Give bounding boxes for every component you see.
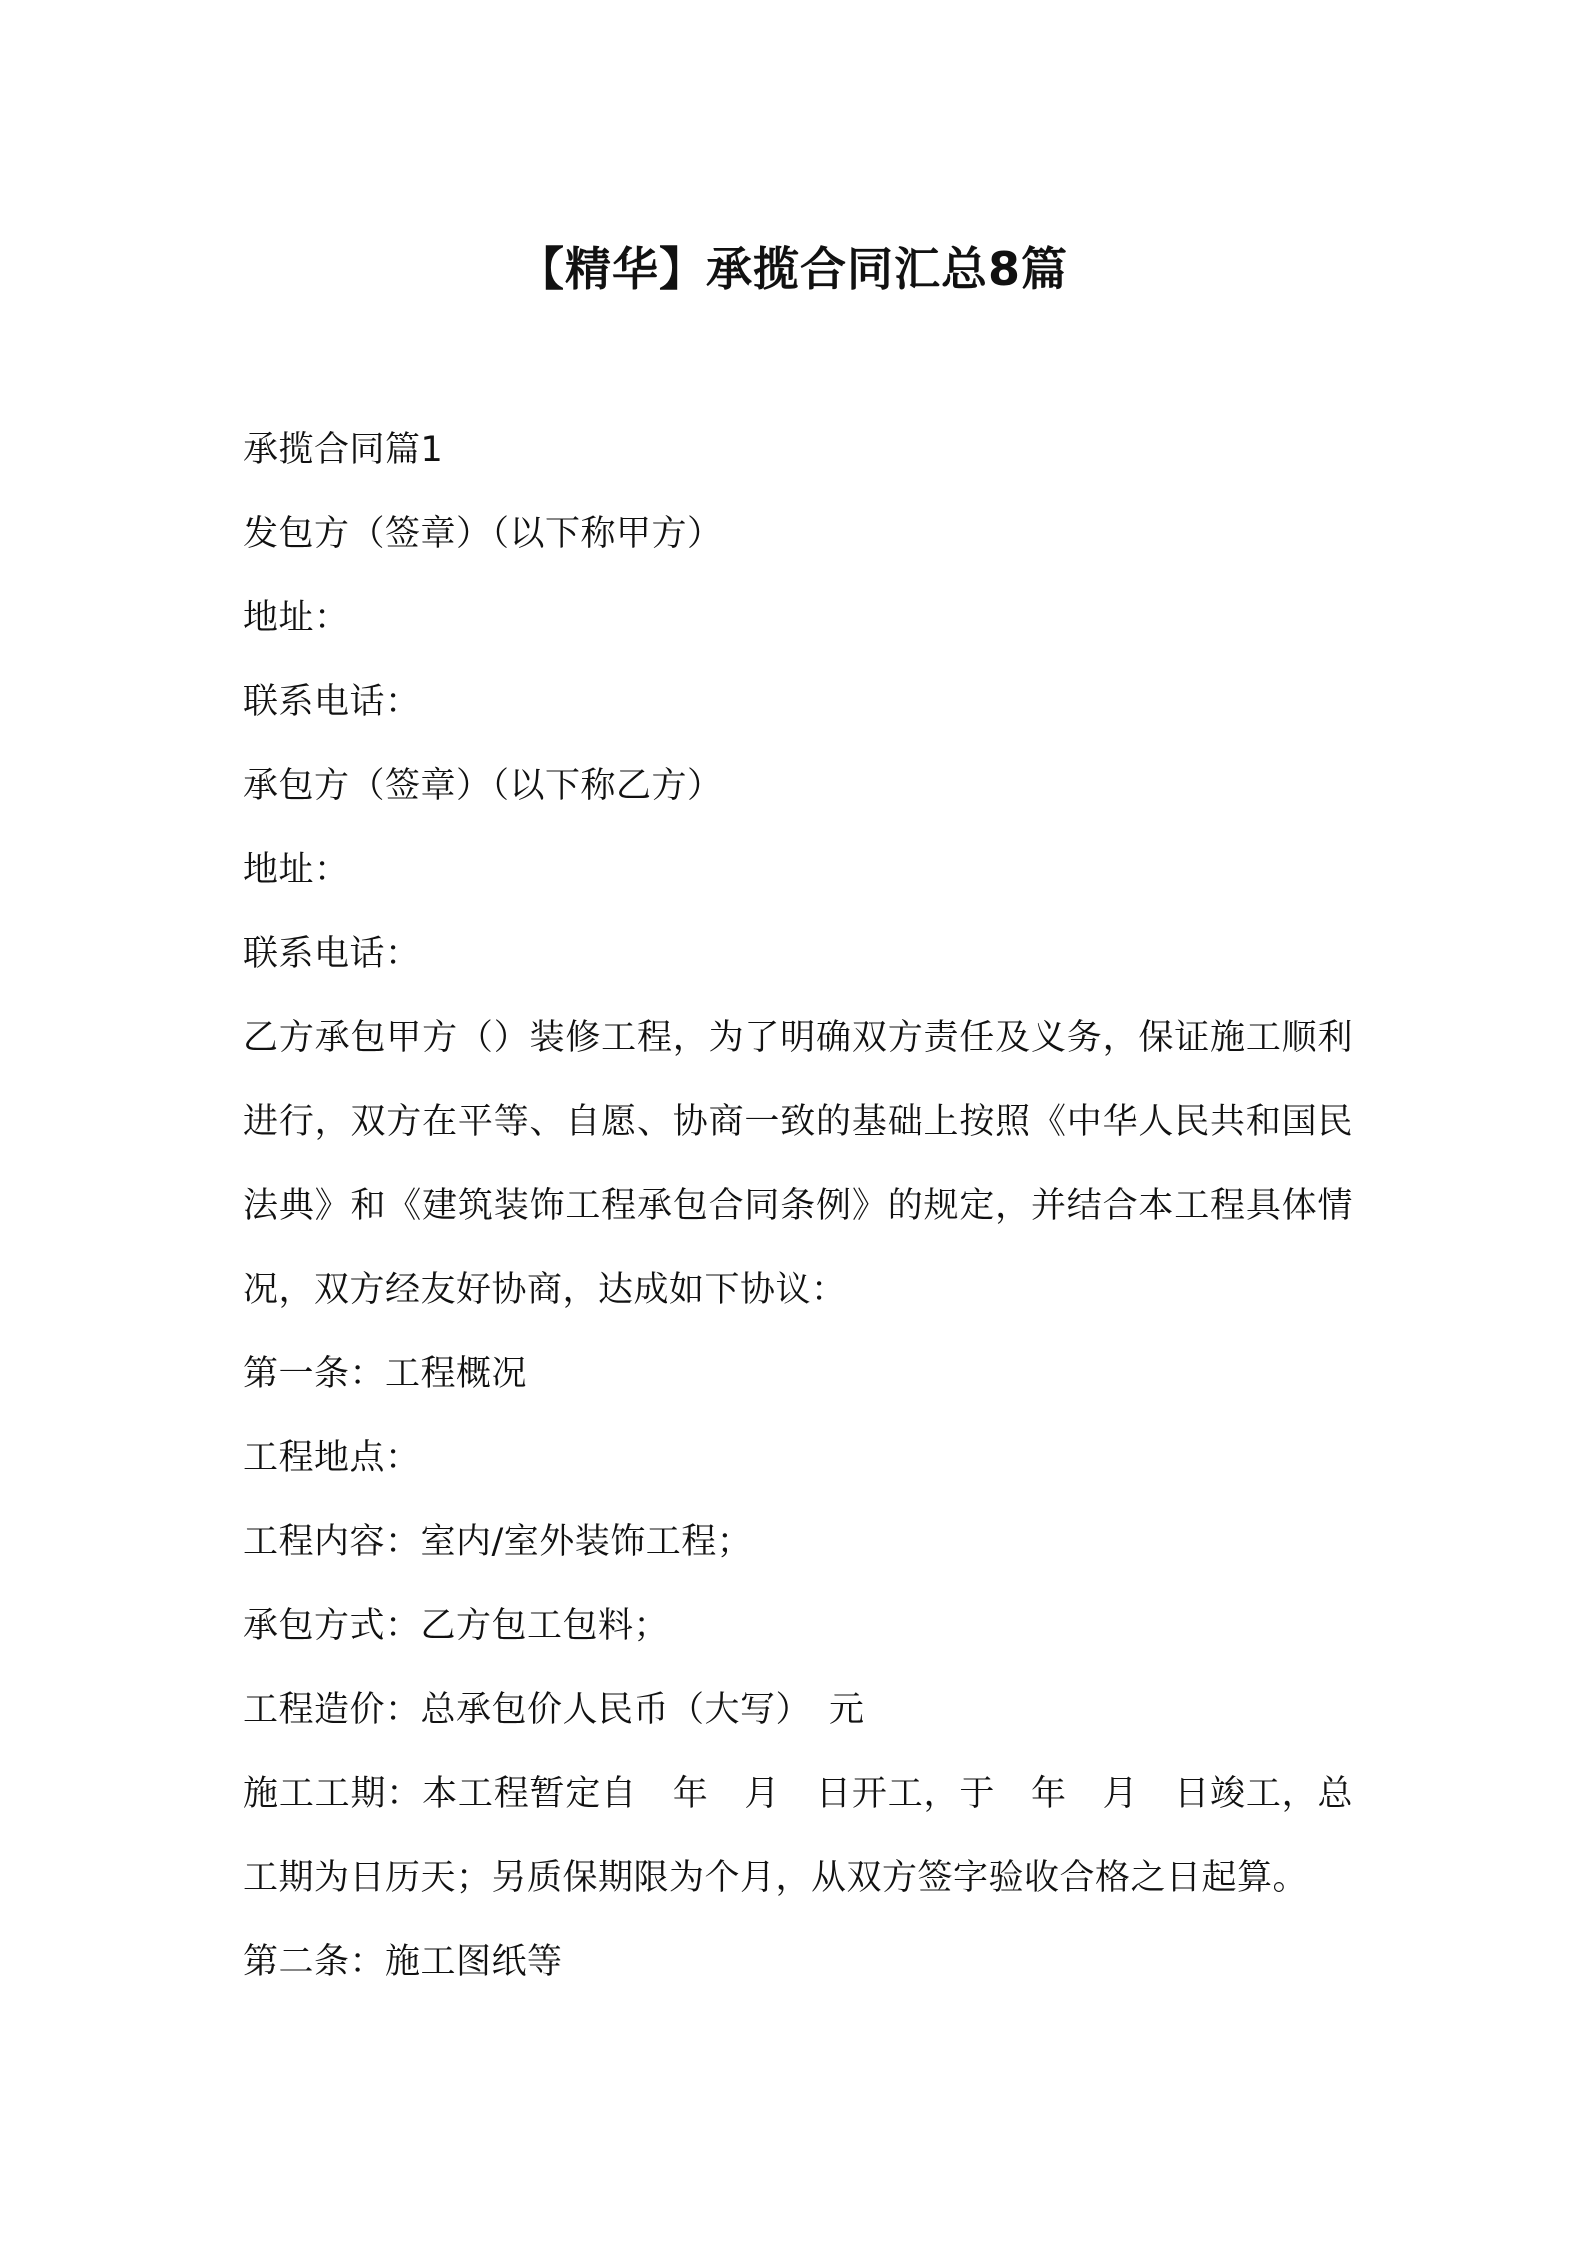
document-body <box>243 408 1353 2004</box>
party-b-phone: 联系电话： <box>243 934 421 974</box>
party-a-phone: 联系电话： <box>243 682 421 722</box>
project-location: 工程地点： <box>243 1438 421 1478</box>
party-a-address: 地址： <box>243 598 350 638</box>
construction-period: 施工工期：本工程暂定自 年 月 日开工，于 年 月 日竣工，总工期为日历天；另质保期限为个月，从双方签字验收合格之日起算。 <box>243 1774 1353 1898</box>
party-a-line: 发包方（签章）（以下称甲方） <box>243 514 723 554</box>
document-title: 【精华】承揽合同汇总8篇 <box>517 241 1068 296</box>
party-b-line: 承包方（签章）（以下称乙方） <box>243 766 723 806</box>
contract-preamble: 乙方承包甲方（）装修工程，为了明确双方责任及义务，保证施工顺利进行，双方在平等、自愿、协商一致的基础上按照《中华人民共和国民法典》和《建筑装饰工程承包合同条例》的规定，并结合本工程具体情况，双方经友好协商，达成如下协议： <box>243 1018 1353 1310</box>
article-2-heading: 第二条：施工图纸等 <box>243 1942 563 1982</box>
contract-method: 承包方式：乙方包工包料； <box>243 1606 670 1646</box>
party-b-address: 地址： <box>243 850 350 890</box>
article-1-heading: 第一条：工程概况 <box>243 1354 528 1394</box>
project-cost: 工程造价：总承包价人民币（大写） 元 <box>243 1690 865 1730</box>
section-heading: 承揽合同篇1 <box>243 430 444 470</box>
project-content: 工程内容：室内/室外装饰工程； <box>243 1522 753 1562</box>
